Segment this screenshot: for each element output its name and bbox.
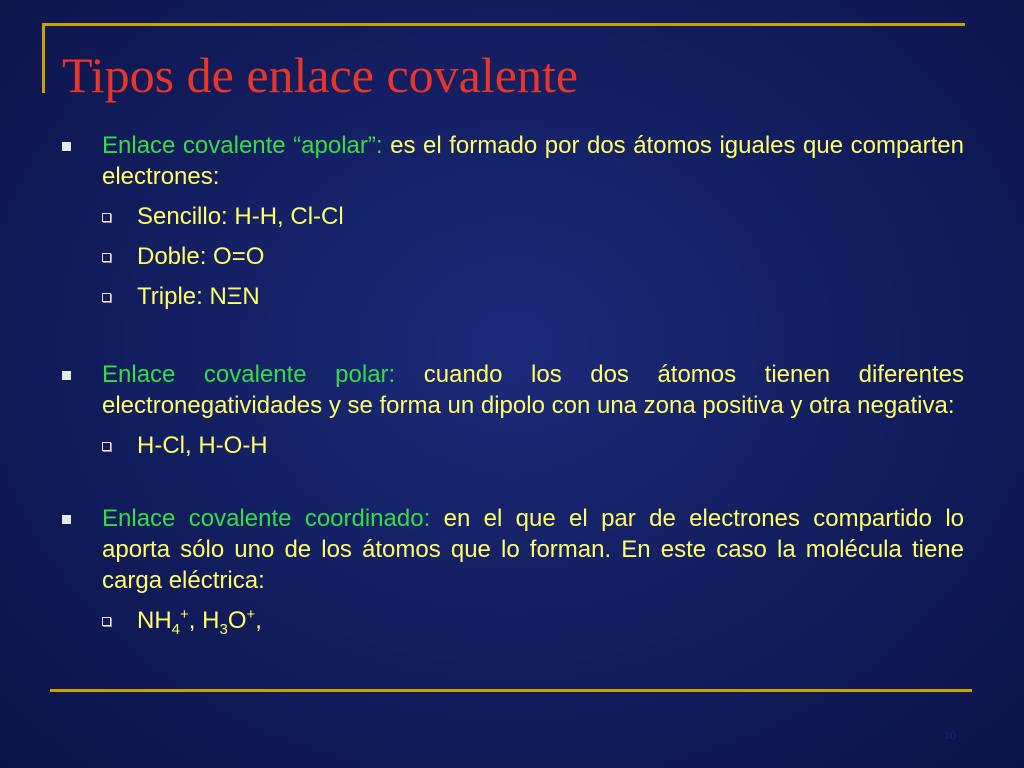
frame-bottom-line xyxy=(50,689,972,692)
hollow-square-bullet-icon xyxy=(102,293,111,302)
formula-nh4 xyxy=(137,606,189,638)
subitem-text: Sencillo: H-H, Cl-Cl xyxy=(137,203,344,230)
formula-base: NH xyxy=(137,607,172,634)
bullet-polar xyxy=(62,359,964,421)
subitem-coordinado-examples xyxy=(62,605,964,636)
hollow-square-bullet-icon xyxy=(102,617,111,626)
formula-subscript: 3 xyxy=(219,620,228,638)
bullet-apolar xyxy=(62,130,964,192)
formula-h3o xyxy=(202,606,256,638)
hollow-square-bullet-icon xyxy=(102,213,111,222)
bullet-text: en el que el par de electrones compartido lo aporta sólo uno de los átomos que lo forman. En este caso la molécula tiene carga eléctrica: xyxy=(102,505,964,594)
subitem-triple xyxy=(62,281,964,312)
subitem-polar-examples xyxy=(62,430,964,461)
square-bullet-icon xyxy=(62,371,71,380)
bullet-keyword: Enlace covalente “apolar”: xyxy=(102,132,383,159)
subitem-sencillo xyxy=(62,201,964,232)
formula-subscript: 4 xyxy=(171,620,181,638)
subitem-text: Triple: NΞN xyxy=(137,283,260,310)
subitem-text: H-Cl, H-O-H xyxy=(137,432,268,459)
hollow-square-bullet-icon xyxy=(102,253,111,262)
bullet-text: es el formado por dos átomos iguales que comparten electrones: xyxy=(102,132,965,190)
subitem-doble xyxy=(62,241,964,272)
formula-tail: O xyxy=(227,607,247,634)
bullet-text: cuando los dos átomos tienen diferentes electronegatividades y se forma un dipolo con una zona positiva y otra negativa: xyxy=(102,361,964,419)
bullet-keyword: Enlace covalente coordinado: xyxy=(102,505,431,532)
hollow-square-bullet-icon xyxy=(102,442,111,451)
formula-separator: , xyxy=(188,607,203,634)
bullet-keyword: Enlace covalente polar: xyxy=(102,361,396,388)
slide-content xyxy=(62,130,964,636)
bullet-coordinado xyxy=(62,503,964,596)
square-bullet-icon xyxy=(62,515,71,524)
formula-superscript: + xyxy=(180,606,189,623)
subitem-text: Doble: O=O xyxy=(137,243,265,270)
formula-base: H xyxy=(202,607,220,634)
frame-left-line xyxy=(42,23,45,93)
slide-title: Tipos de enlace covalente xyxy=(62,47,579,103)
square-bullet-icon xyxy=(62,142,71,151)
frame-top-line xyxy=(42,23,965,26)
formula-trail: , xyxy=(255,607,262,634)
page-number: 10 xyxy=(944,728,956,742)
formula-superscript: + xyxy=(246,606,256,623)
